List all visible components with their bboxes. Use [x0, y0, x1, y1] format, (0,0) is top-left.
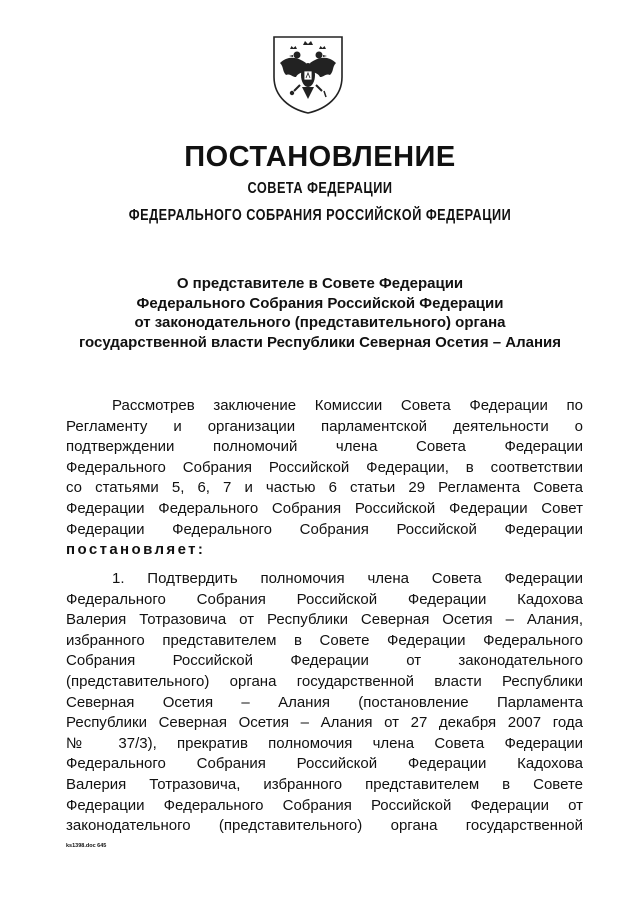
- text-line: Федерального Собрания Российской Федерации Кадохова: [66, 755, 583, 773]
- text-line: Федерации Федерального Собрания Российской Федерации: [66, 520, 583, 538]
- document-title: ПОСТАНОВЛЕНИЕ: [184, 141, 456, 173]
- text-line: Республики Северная Осетия – Алания от 27 декабря 2007 года: [66, 714, 583, 732]
- item-1-paragraph: [66, 569, 583, 837]
- text-line: Собрания Российской Федерации от законодательного: [66, 652, 583, 670]
- text-line: № 37/3), прекратив полномочия члена Совета Федерации: [66, 734, 583, 752]
- subject-line: О представителе в Совете Федерации: [176, 275, 464, 292]
- issuer-line-1: СОВЕТА ФЕДЕРАЦИИ: [247, 180, 393, 197]
- file-code: ks1398.doc 645: [66, 843, 107, 849]
- text-line: Рассмотрев заключение Комиссии Совета Федерации по: [112, 397, 583, 414]
- text-line: (представительного) органа государственной власти Республики: [66, 672, 583, 690]
- issuer-line-2: ФЕДЕРАЛЬНОГО СОБРАНИЯ РОССИЙСКОЙ ФЕДЕРАЦИИ: [128, 207, 512, 224]
- text-line: Федерации Федерального Собрания Российской Федерации Совет: [66, 499, 583, 517]
- text-line: избранного представителем в Совете Федерации Федерального: [66, 631, 583, 649]
- subject-line: государственной власти Республики Северная Осетия – Алания: [78, 333, 562, 351]
- resolves-word: постановляет:: [66, 541, 206, 559]
- text-line: Федерации Федерального Собрания Российской Федерации от: [66, 796, 583, 814]
- text-line: Регламенту и организации парламентской деятельности о: [66, 417, 583, 435]
- text-line: подтверждении полномочий члена Совета Федерации: [66, 438, 583, 456]
- preamble-paragraph: [66, 396, 583, 561]
- text-line: 1. Подтвердить полномочия члена Совета Федерации: [112, 570, 583, 587]
- subject-line: от законодательного (представительного) органа: [134, 314, 506, 332]
- document-subject: [60, 274, 580, 352]
- text-line: Федерального Собрания Российской Федерации Кадохова: [66, 590, 583, 608]
- subject-line: Федерального Собрания Российской Федерации: [136, 294, 504, 312]
- text-line: со статьями 5, 6, 7 и частью 6 статьи 29 Регламента Совета: [66, 479, 583, 497]
- text-line: Федерального Собрания Российской Федерации, в соответствии: [66, 458, 583, 476]
- text-line: законодательного (представительного) органа государственной: [66, 817, 583, 835]
- text-line: Северная Осетия – Алания (постановление Парламента: [66, 693, 583, 711]
- russian-coat-of-arms-icon: [270, 33, 346, 115]
- text-line: Валерия Тотразовича от Республики Северная Осетия – Алания,: [66, 611, 583, 629]
- text-line: Валерия Тотразовича, избранного представителем в Совете: [66, 775, 583, 793]
